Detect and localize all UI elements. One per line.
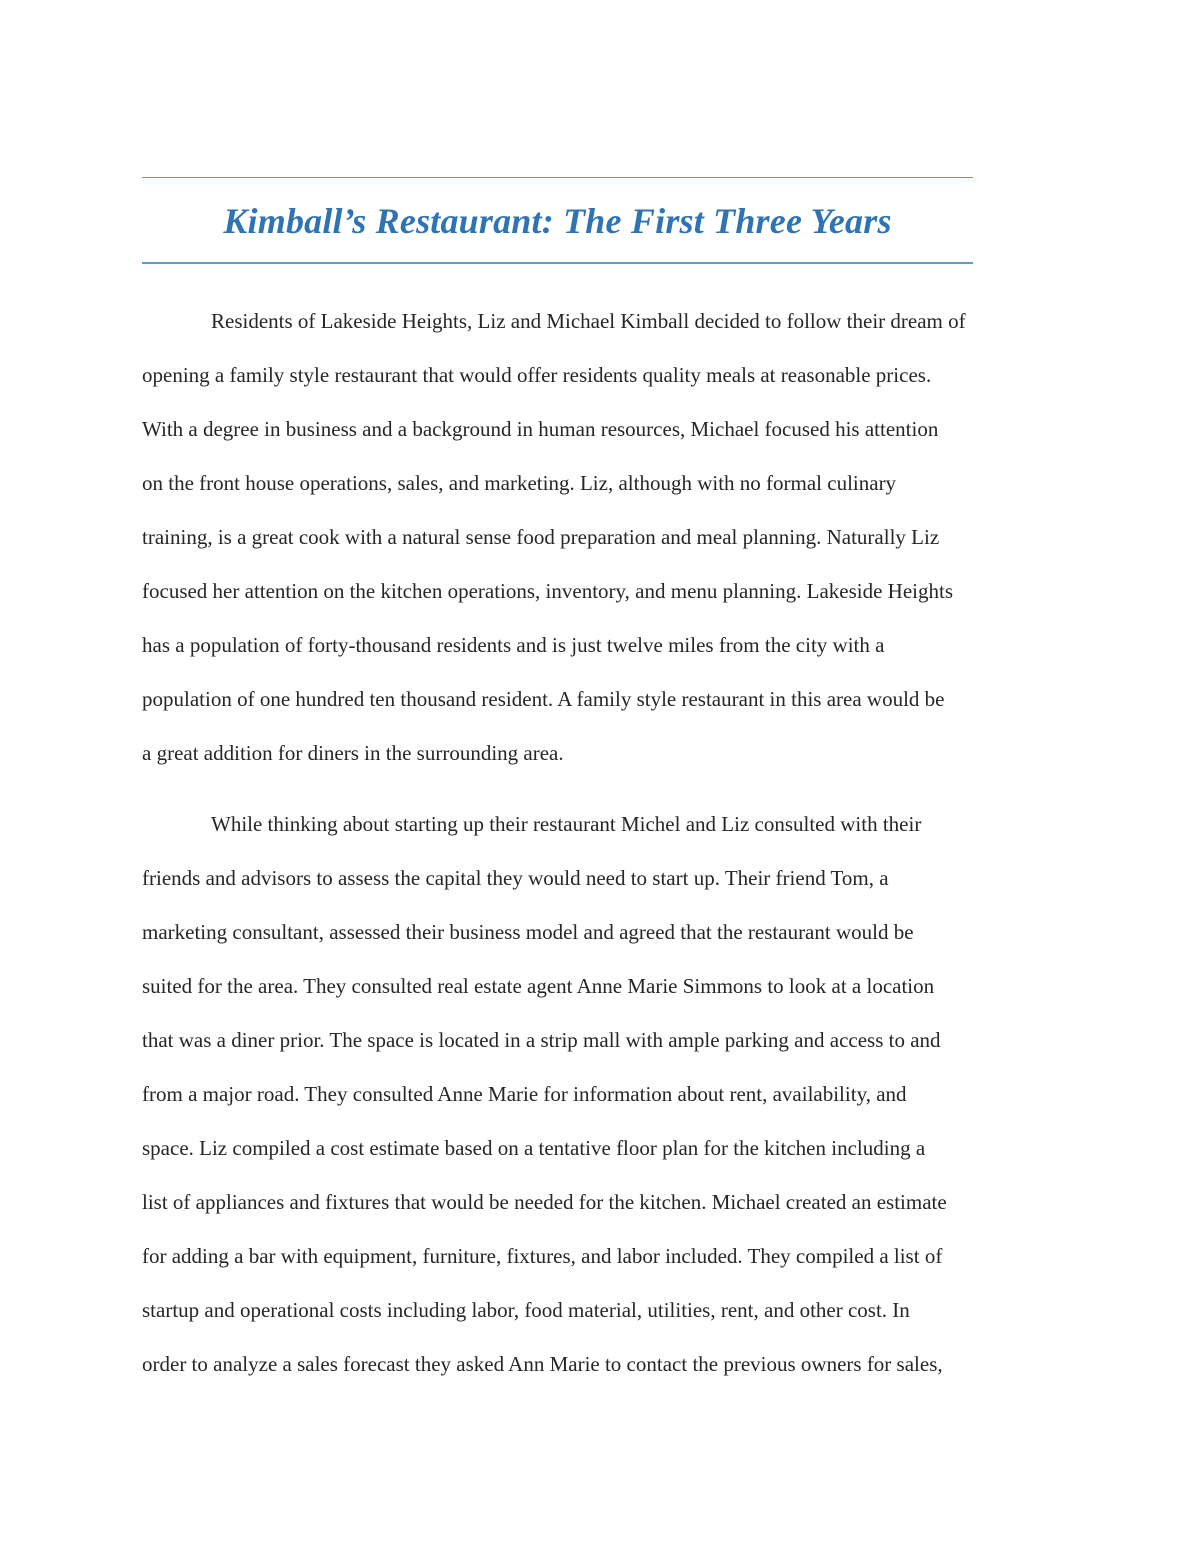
paragraph-1-line-7: has a population of forty-thousand residents and is just twelve miles from the city with a (142, 633, 885, 657)
paragraph-1-line-9: a great addition for diners in the surrounding area. (142, 741, 564, 765)
paragraph-2-line-3: marketing consultant, assessed their business model and agreed that the restaurant would be (142, 920, 914, 944)
paragraph-2-line-8: list of appliances and fixtures that would be needed for the kitchen. Michael created an estimate (142, 1190, 947, 1214)
paragraph-1-line-1: Residents of Lakeside Heights, Liz and Michael Kimball decided to follow their dream of (211, 309, 966, 333)
paragraph-2-line-5: that was a diner prior. The space is located in a strip mall with ample parking and access to and (142, 1028, 941, 1052)
paragraph-1-line-8: population of one hundred ten thousand resident. A family style restaurant in this area would be (142, 687, 945, 711)
paragraph-1-line-4: on the front house operations, sales, and marketing. Liz, although with no formal culinary (142, 471, 897, 495)
paragraph-2-line-1: While thinking about starting up their restaurant Michel and Liz consulted with their (211, 812, 922, 836)
title-top-rule (142, 177, 973, 178)
paragraph-2-line-10: startup and operational costs including labor, food material, utilities, rent, and other cost. In (142, 1298, 910, 1322)
title-bottom-rule (142, 262, 973, 264)
paragraph-2-line-2: friends and advisors to assess the capital they would need to start up. Their friend Tom, a (142, 866, 889, 890)
paragraph-2-line-7: space. Liz compiled a cost estimate based on a tentative floor plan for the kitchen including a (142, 1136, 926, 1160)
paragraph-1-line-5: training, is a great cook with a natural sense food preparation and meal planning. Naturally Liz (142, 525, 940, 549)
paragraph-2-line-11: order to analyze a sales forecast they asked Ann Marie to contact the previous owners for sales, (142, 1352, 943, 1376)
paragraph-1-line-6: focused her attention on the kitchen operations, inventory, and menu planning. Lakeside Heights (142, 579, 954, 603)
paragraph-1-line-3: With a degree in business and a background in human resources, Michael focused his attention (142, 417, 939, 441)
paragraph-2-line-6: from a major road. They consulted Anne Marie for information about rent, availability, and (142, 1082, 907, 1106)
paragraph-2-line-4: suited for the area. They consulted real estate agent Anne Marie Simmons to look at a location (142, 974, 935, 998)
paragraph-2-line-9: for adding a bar with equipment, furniture, fixtures, and labor included. They compiled a list of (142, 1244, 943, 1268)
document-title: Kimball’s Restaurant: The First Three Years (223, 201, 892, 241)
paragraph-1-line-2: opening a family style restaurant that would offer residents quality meals at reasonable prices. (142, 363, 932, 387)
